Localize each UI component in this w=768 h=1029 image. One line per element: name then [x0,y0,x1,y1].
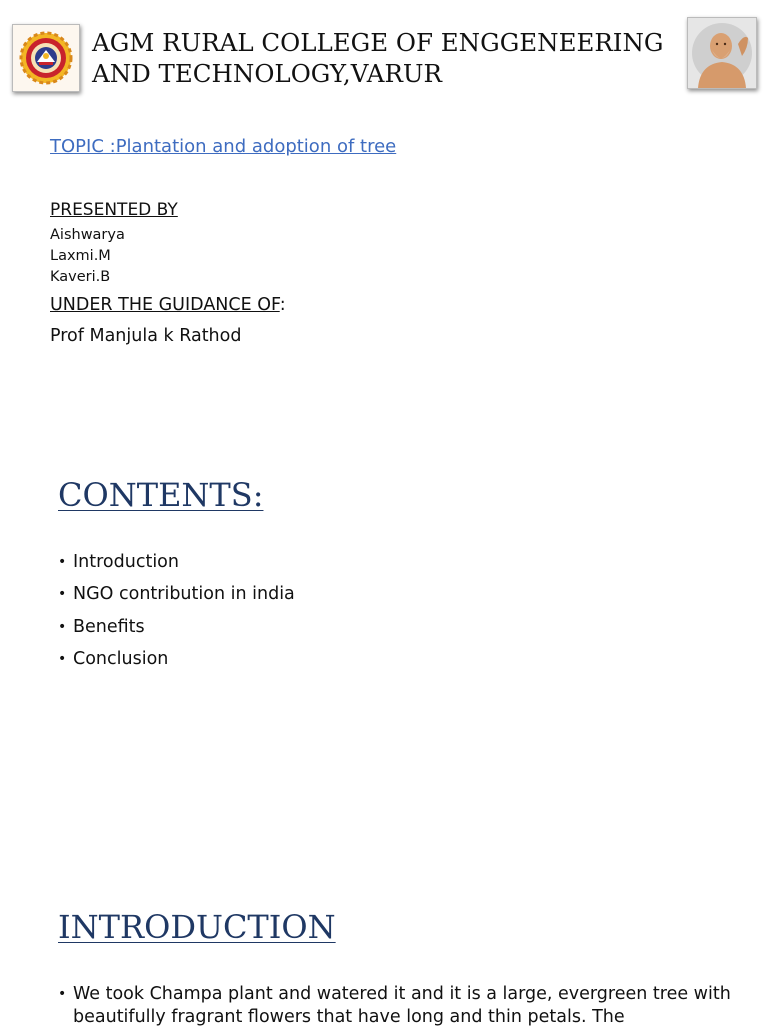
portrait-image [687,17,757,89]
bullet-icon: • [58,586,67,603]
topic-text: Plantation and adoption of tree [115,136,397,157]
college-logo [12,24,80,92]
topic-line[interactable] [50,136,396,157]
guide-name: Prof Manjula k Rathod [50,326,242,346]
presenter-list [50,225,125,288]
contents-list [58,550,295,679]
college-title-line-2: AND TECHNOLOGY,VARUR [92,59,442,88]
presenter-name: Aishwarya [50,227,125,243]
college-title [92,27,684,89]
list-item [58,550,295,582]
introduction-list [58,983,738,1029]
saint-portrait-icon [688,18,756,88]
college-emblem-icon [13,25,79,91]
bullet-icon: • [58,554,67,570]
guidance-heading [50,295,286,315]
list-item [58,647,295,679]
contents-item-label: NGO contribution in india [73,584,295,605]
introduction-heading: INTRODUCTION [58,908,336,946]
list-item [58,582,295,614]
contents-item-label: Conclusion [73,648,169,669]
contents-heading: CONTENTS: [58,476,264,514]
presenter-name: Kaveri.B [50,269,111,285]
guidance-heading-text: UNDER THE GUIDANCE OF [50,295,280,315]
bullet-icon: • [58,650,67,667]
list-item [58,983,738,1029]
bullet-icon: • [58,986,67,1002]
presenter-name: Laxmi.M [50,248,111,264]
college-title-line-1: AGM RURAL COLLEGE OF ENGGENEERING [92,28,664,57]
list-item [58,615,295,647]
topic-label: TOPIC : [50,136,116,157]
guidance-heading-colon: : [279,295,286,315]
bullet-icon: • [58,618,67,635]
contents-item-label: Benefits [73,616,145,637]
introduction-paragraph: We took Champa plant and watered it and it is a large, evergreen tree with beautifully fragrant flowers that have long and thin petals. The [73,984,731,1027]
contents-item-label: Introduction [73,552,179,572]
presented-by-heading: PRESENTED BY [50,200,178,220]
